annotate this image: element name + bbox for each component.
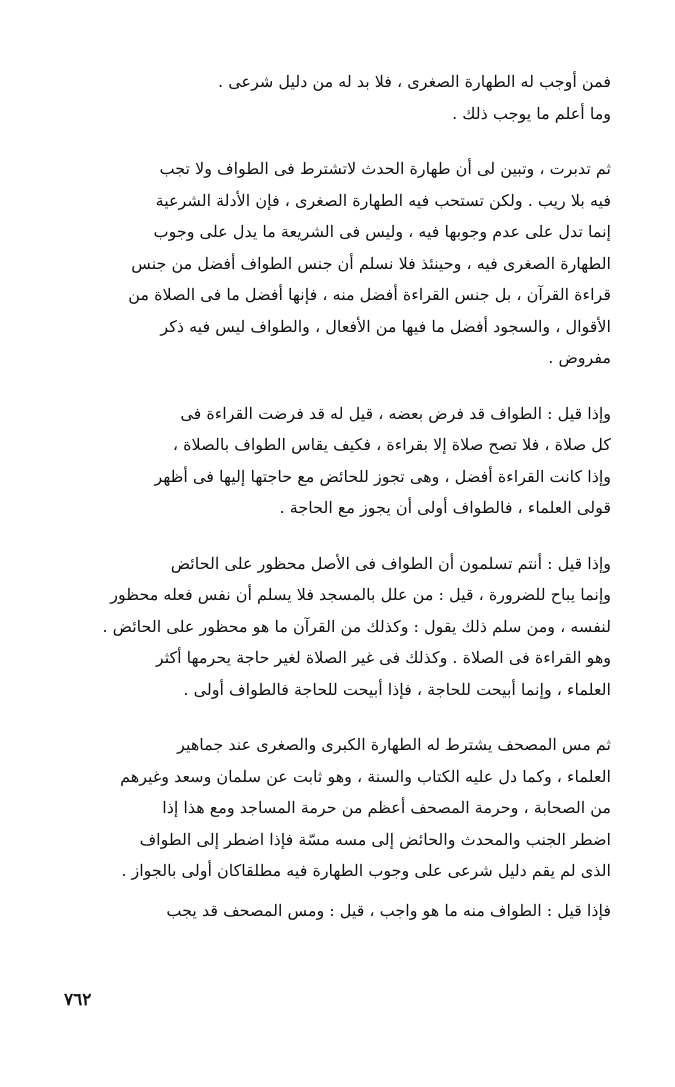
text-line: فيه بلا ريب . ولكن تستحب فيه الطهارة الصغرى ، فإن الأدلة الشرعية	[155, 190, 611, 210]
paragraph-4	[64, 548, 611, 706]
text-line: وإذا قيل : أنتم تسلمون أن الطواف فى الأصل محظور على الحائض	[170, 553, 611, 573]
text-line: إنما تدل على عدم وجوبها فيه ، وليس فى الشريعة ما يدل على وجوب	[153, 222, 611, 241]
text-line: وإنما يباح للضرورة ، قيل : من علل بالمسجد فلا يسلم أن نفس فعله محظور	[110, 585, 611, 604]
text-line: العلماء ، وإنما أبيحت للحاجة ، فإذا أبيحت للحاجة فالطواف أولى .	[183, 679, 611, 699]
paragraph-5	[64, 729, 611, 887]
text-line: وما أعلم ما يوجب ذلك .	[452, 103, 611, 123]
text-line: وهو القراءة فى الصلاة . وكذلك فى غير الصلاة لغير حاجة يحرمها أكثر	[155, 648, 611, 667]
text-line: ثم مس المصحف يشترط له الطهارة الكبرى والصغرى عند جماهير	[177, 735, 611, 754]
paragraph-2	[64, 153, 611, 374]
paragraph-1	[64, 66, 611, 129]
text-line: قراءة القرآن ، بل جنس القراءة أفضل منه ، فإنها أفضل ما فى الصلاة من	[128, 285, 611, 304]
text-line: فإذا قيل : الطواف منه ما هو واجب ، قيل : ومس المصحف قد يجب	[166, 900, 611, 920]
text-line: ثم تدبرت ، وتبين لى أن طهارة الحدث لاتشترط فى الطواف ولا تجب	[159, 159, 611, 178]
text-line: مفروض .	[548, 348, 611, 367]
text-line: وإذا كانت القراءة أفضل ، وهى تجوز للحائض مع حاجتها إليها فى أظهر	[154, 466, 611, 486]
text-line: الطهارة الصغرى فيه ، وحينئذ فلا نسلم أن جنس الطواف أفضل من جنس	[131, 253, 611, 273]
text-line: الذى لم يقم دليل شرعى على وجوب الطهارة فيه مطلقاكان أولى بالجواز .	[121, 861, 611, 880]
text-line: قولى العلماء ، فالطواف أولى أن يجوز مع الحاجة .	[279, 498, 611, 517]
paragraph-6	[64, 895, 611, 927]
text-line: كل صلاة ، فلا تصح صلاة إلا بقراءة ، فكيف يقاس الطواف بالصلاة ،	[172, 435, 611, 454]
text-line: فمن أوجب له الطهارة الصغرى ، فلا بد له من دليل شرعى .	[218, 72, 611, 91]
page-number: ٧٦٢	[64, 990, 92, 1010]
paragraph-3	[64, 398, 611, 524]
text-line: لنفسه ، ومن سلم ذلك يقول : وكذلك من القرآن ما هو محظور على الحائض .	[102, 616, 611, 636]
text-line: الأقوال ، والسجود أفضل ما فيها من الأفعال ، والطواف ليس فيه ذكر	[160, 316, 611, 336]
text-line: اضطر الجنب والمحدث والحائض إلى مسه مسّة فإذا اضطر إلى الطواف	[139, 829, 611, 849]
text-line: العلماء ، وكما دل عليه الكتاب والسنة ، وهو ثابت عن سلمان وسعد وغيرهم	[120, 766, 611, 786]
text-line: وإذا قيل : الطواف قد فرض بعضه ، قيل له قد فرضت القراءة فى	[180, 403, 611, 423]
text-line: من الصحابة ، وحرمة المصحف أعظم من حرمة المساجد ومع هذا إذا	[162, 798, 611, 817]
